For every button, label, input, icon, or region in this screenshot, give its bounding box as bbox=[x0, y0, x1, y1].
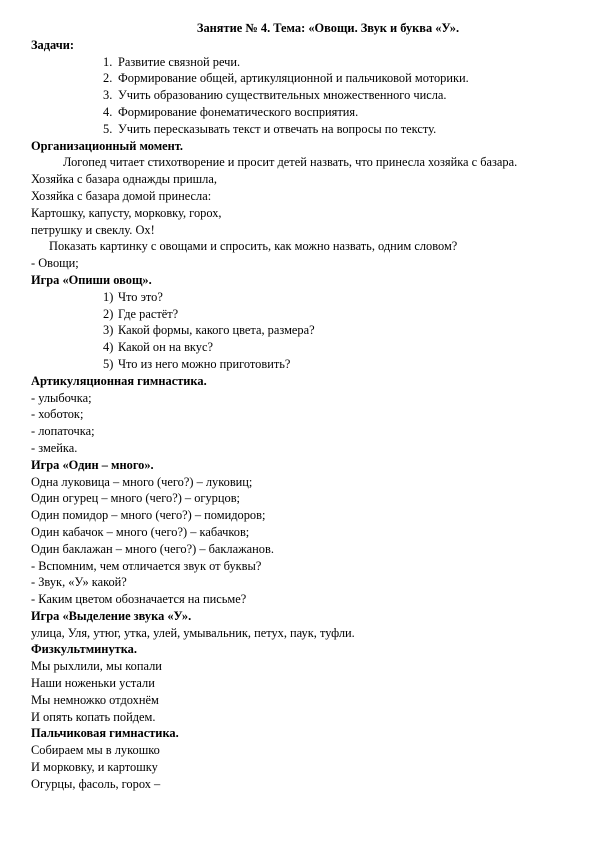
game2-line: Один помидор – много (чего?) – помидоров; bbox=[31, 508, 266, 523]
document-page bbox=[31, 20, 565, 793]
poem-line: Мы рыхлили, мы копали bbox=[31, 659, 162, 674]
list-item: 3. Учить образованию существительных множественного числа. bbox=[103, 88, 447, 103]
list-item: - улыбочка; bbox=[31, 390, 92, 405]
game2-line: - Звук, «У» какой? bbox=[31, 575, 127, 590]
list-item: 5. Учить пересказывать текст и отвечать на вопросы по тексту. bbox=[103, 121, 437, 136]
poem-line: Хозяйка с базара домой принесла: bbox=[31, 188, 212, 203]
list-item: - змейка. bbox=[31, 440, 78, 455]
list-item: 5) Что из него можно приготовить? bbox=[103, 356, 291, 371]
game2-line: Один баклажан – много (чего?) – баклажанов. bbox=[31, 541, 274, 556]
game2-line: Один кабачок – много (чего?) – кабачков; bbox=[31, 524, 250, 539]
poem-line: Огурцы, фасоль, горох – bbox=[31, 776, 161, 791]
game2-line: Одна луковица – много (чего?) – луковиц; bbox=[31, 474, 253, 489]
poem-line: Собираем мы в лукошко bbox=[31, 743, 160, 758]
game2-line: - Каким цветом обозначается на письме? bbox=[31, 592, 247, 607]
game2-heading: Игра «Один – много». bbox=[31, 457, 154, 472]
lesson-title: Занятие № 4. Тема: «Овощи. Звук и буква «У». bbox=[196, 21, 460, 35]
fizk-heading: Физкультминутка. bbox=[31, 642, 137, 657]
list-item: 3) Какой формы, какого цвета, размера? bbox=[103, 323, 315, 338]
list-item: 2. Формирование общей, артикуляционной и пальчиковой моторики. bbox=[103, 71, 469, 86]
poem-line: петрушку и свеклу. Ох! bbox=[31, 222, 155, 237]
answer-line: - Овощи; bbox=[31, 256, 79, 271]
game3-words: улица, Уля, утюг, утка, улей, умывальник, петух, паук, туфли. bbox=[31, 625, 355, 640]
finger-heading: Пальчиковая гимнастика. bbox=[31, 726, 179, 741]
poem-line: Хозяйка с базара однажды пришла, bbox=[31, 172, 217, 187]
org-paragraph: Логопед читает стихотворение и просит детей назвать, что принесла хозяйка с базара. bbox=[63, 155, 518, 170]
org-heading: Организационный момент. bbox=[31, 138, 184, 153]
game2-line: Один огурец – много (чего?) – огурцов; bbox=[31, 491, 241, 506]
game2-line: - Вспомним, чем отличается звук от буквы? bbox=[31, 558, 262, 573]
game1-heading: Игра «Опиши овощ». bbox=[31, 272, 152, 287]
artic-heading: Артикуляционная гимнастика. bbox=[31, 373, 207, 388]
tasks-list bbox=[31, 54, 565, 138]
poem-line: И опять копать пойдем. bbox=[31, 709, 156, 724]
show-picture-text: Показать картинку с овощами и спросить, как можно назвать, одним словом? bbox=[49, 239, 458, 254]
poem-line: Наши ноженьки устали bbox=[31, 676, 155, 691]
list-item: 1) Что это? bbox=[103, 289, 163, 304]
poem-line: И морковку, и картошку bbox=[31, 760, 158, 775]
list-item: - лопаточка; bbox=[31, 424, 95, 439]
poem-line: Мы немножко отдохнём bbox=[31, 692, 159, 707]
game3-heading: Игра «Выделение звука «У». bbox=[31, 608, 192, 623]
tasks-heading: Задачи: bbox=[31, 37, 74, 52]
game1-questions bbox=[31, 289, 565, 373]
list-item: 2) Где растёт? bbox=[103, 306, 179, 321]
list-item: 4) Какой он на вкус? bbox=[103, 340, 213, 355]
list-item: - хоботок; bbox=[31, 407, 84, 422]
poem-line: Картошку, капусту, морковку, горох, bbox=[31, 205, 222, 220]
list-item: 1. Развитие связной речи. bbox=[103, 54, 241, 69]
list-item: 4. Формирование фонематического восприятия. bbox=[103, 104, 359, 119]
